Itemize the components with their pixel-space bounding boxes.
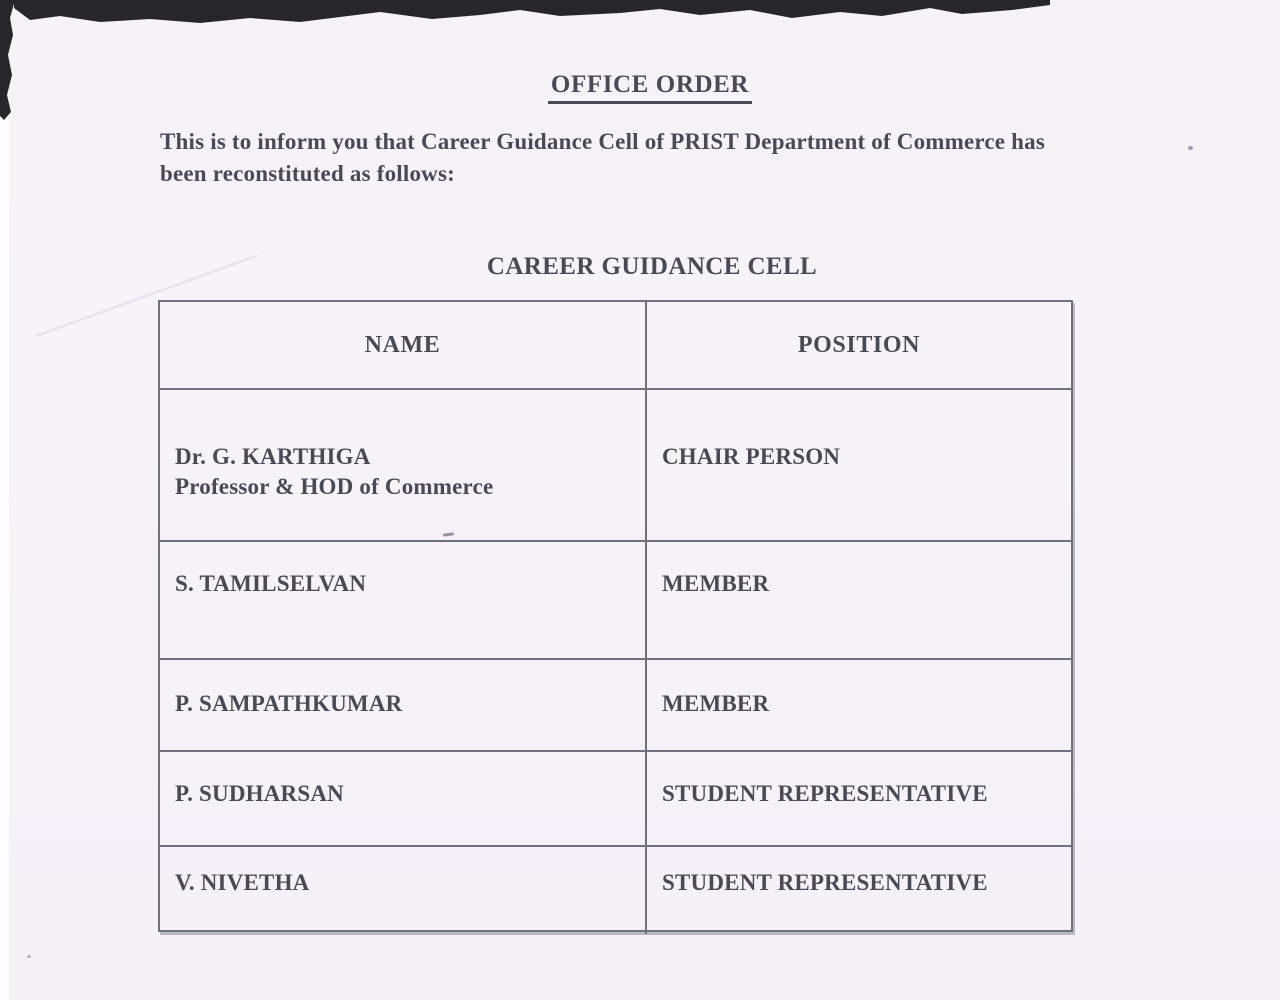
scan-artifact-left-edge bbox=[0, 0, 22, 132]
header-cell-position: POSITION bbox=[647, 302, 1071, 390]
scan-speck bbox=[1188, 146, 1193, 150]
member-name: S. TAMILSELVAN bbox=[175, 571, 367, 596]
member-name: P. SUDHARSAN bbox=[175, 781, 344, 806]
member-name: Dr. G. KARTHIGA bbox=[175, 444, 371, 469]
document-title-text: OFFICE ORDER bbox=[548, 71, 752, 104]
scan-artifact-top-band bbox=[0, 0, 1280, 30]
header-cell-name: NAME bbox=[160, 302, 647, 390]
intro-line-1: This is to inform you that Career Guidance Cell of PRIST Department of Commerce has bbox=[160, 129, 1045, 154]
document-title bbox=[20, 71, 1280, 104]
member-detail: Professor & HOD of Commerce bbox=[175, 474, 494, 499]
table-row-1-name-cell bbox=[160, 542, 647, 660]
table-row-0-name-cell bbox=[160, 390, 647, 542]
scanner-bed-edge bbox=[0, 0, 9, 1000]
member-position: CHAIR PERSON bbox=[662, 444, 841, 469]
member-position: MEMBER bbox=[662, 691, 770, 716]
member-position: STUDENT REPRESENTATIVE bbox=[662, 781, 988, 806]
table-row-3-name-cell bbox=[160, 752, 647, 847]
table-row-2-name-cell bbox=[160, 660, 647, 752]
table-row-1-position-cell bbox=[647, 542, 1071, 660]
member-position: MEMBER bbox=[662, 571, 770, 596]
scan-speck bbox=[27, 955, 31, 958]
table-row-4-position-cell bbox=[647, 847, 1071, 934]
member-name: P. SAMPATHKUMAR bbox=[175, 691, 403, 716]
committee-table bbox=[158, 300, 1073, 932]
table-row-2-position-cell bbox=[647, 660, 1071, 752]
intro-paragraph bbox=[160, 126, 1155, 189]
member-position: STUDENT REPRESENTATIVE bbox=[662, 870, 988, 895]
section-heading: CAREER GUIDANCE CELL bbox=[486, 253, 818, 280]
table-row-3-position-cell bbox=[647, 752, 1071, 847]
table-row-0-position-cell bbox=[647, 390, 1071, 542]
member-name: V. NIVETHA bbox=[175, 870, 310, 895]
intro-line-2: been reconstituted as follows: bbox=[160, 160, 455, 186]
table-row-4-name-cell bbox=[160, 847, 647, 934]
